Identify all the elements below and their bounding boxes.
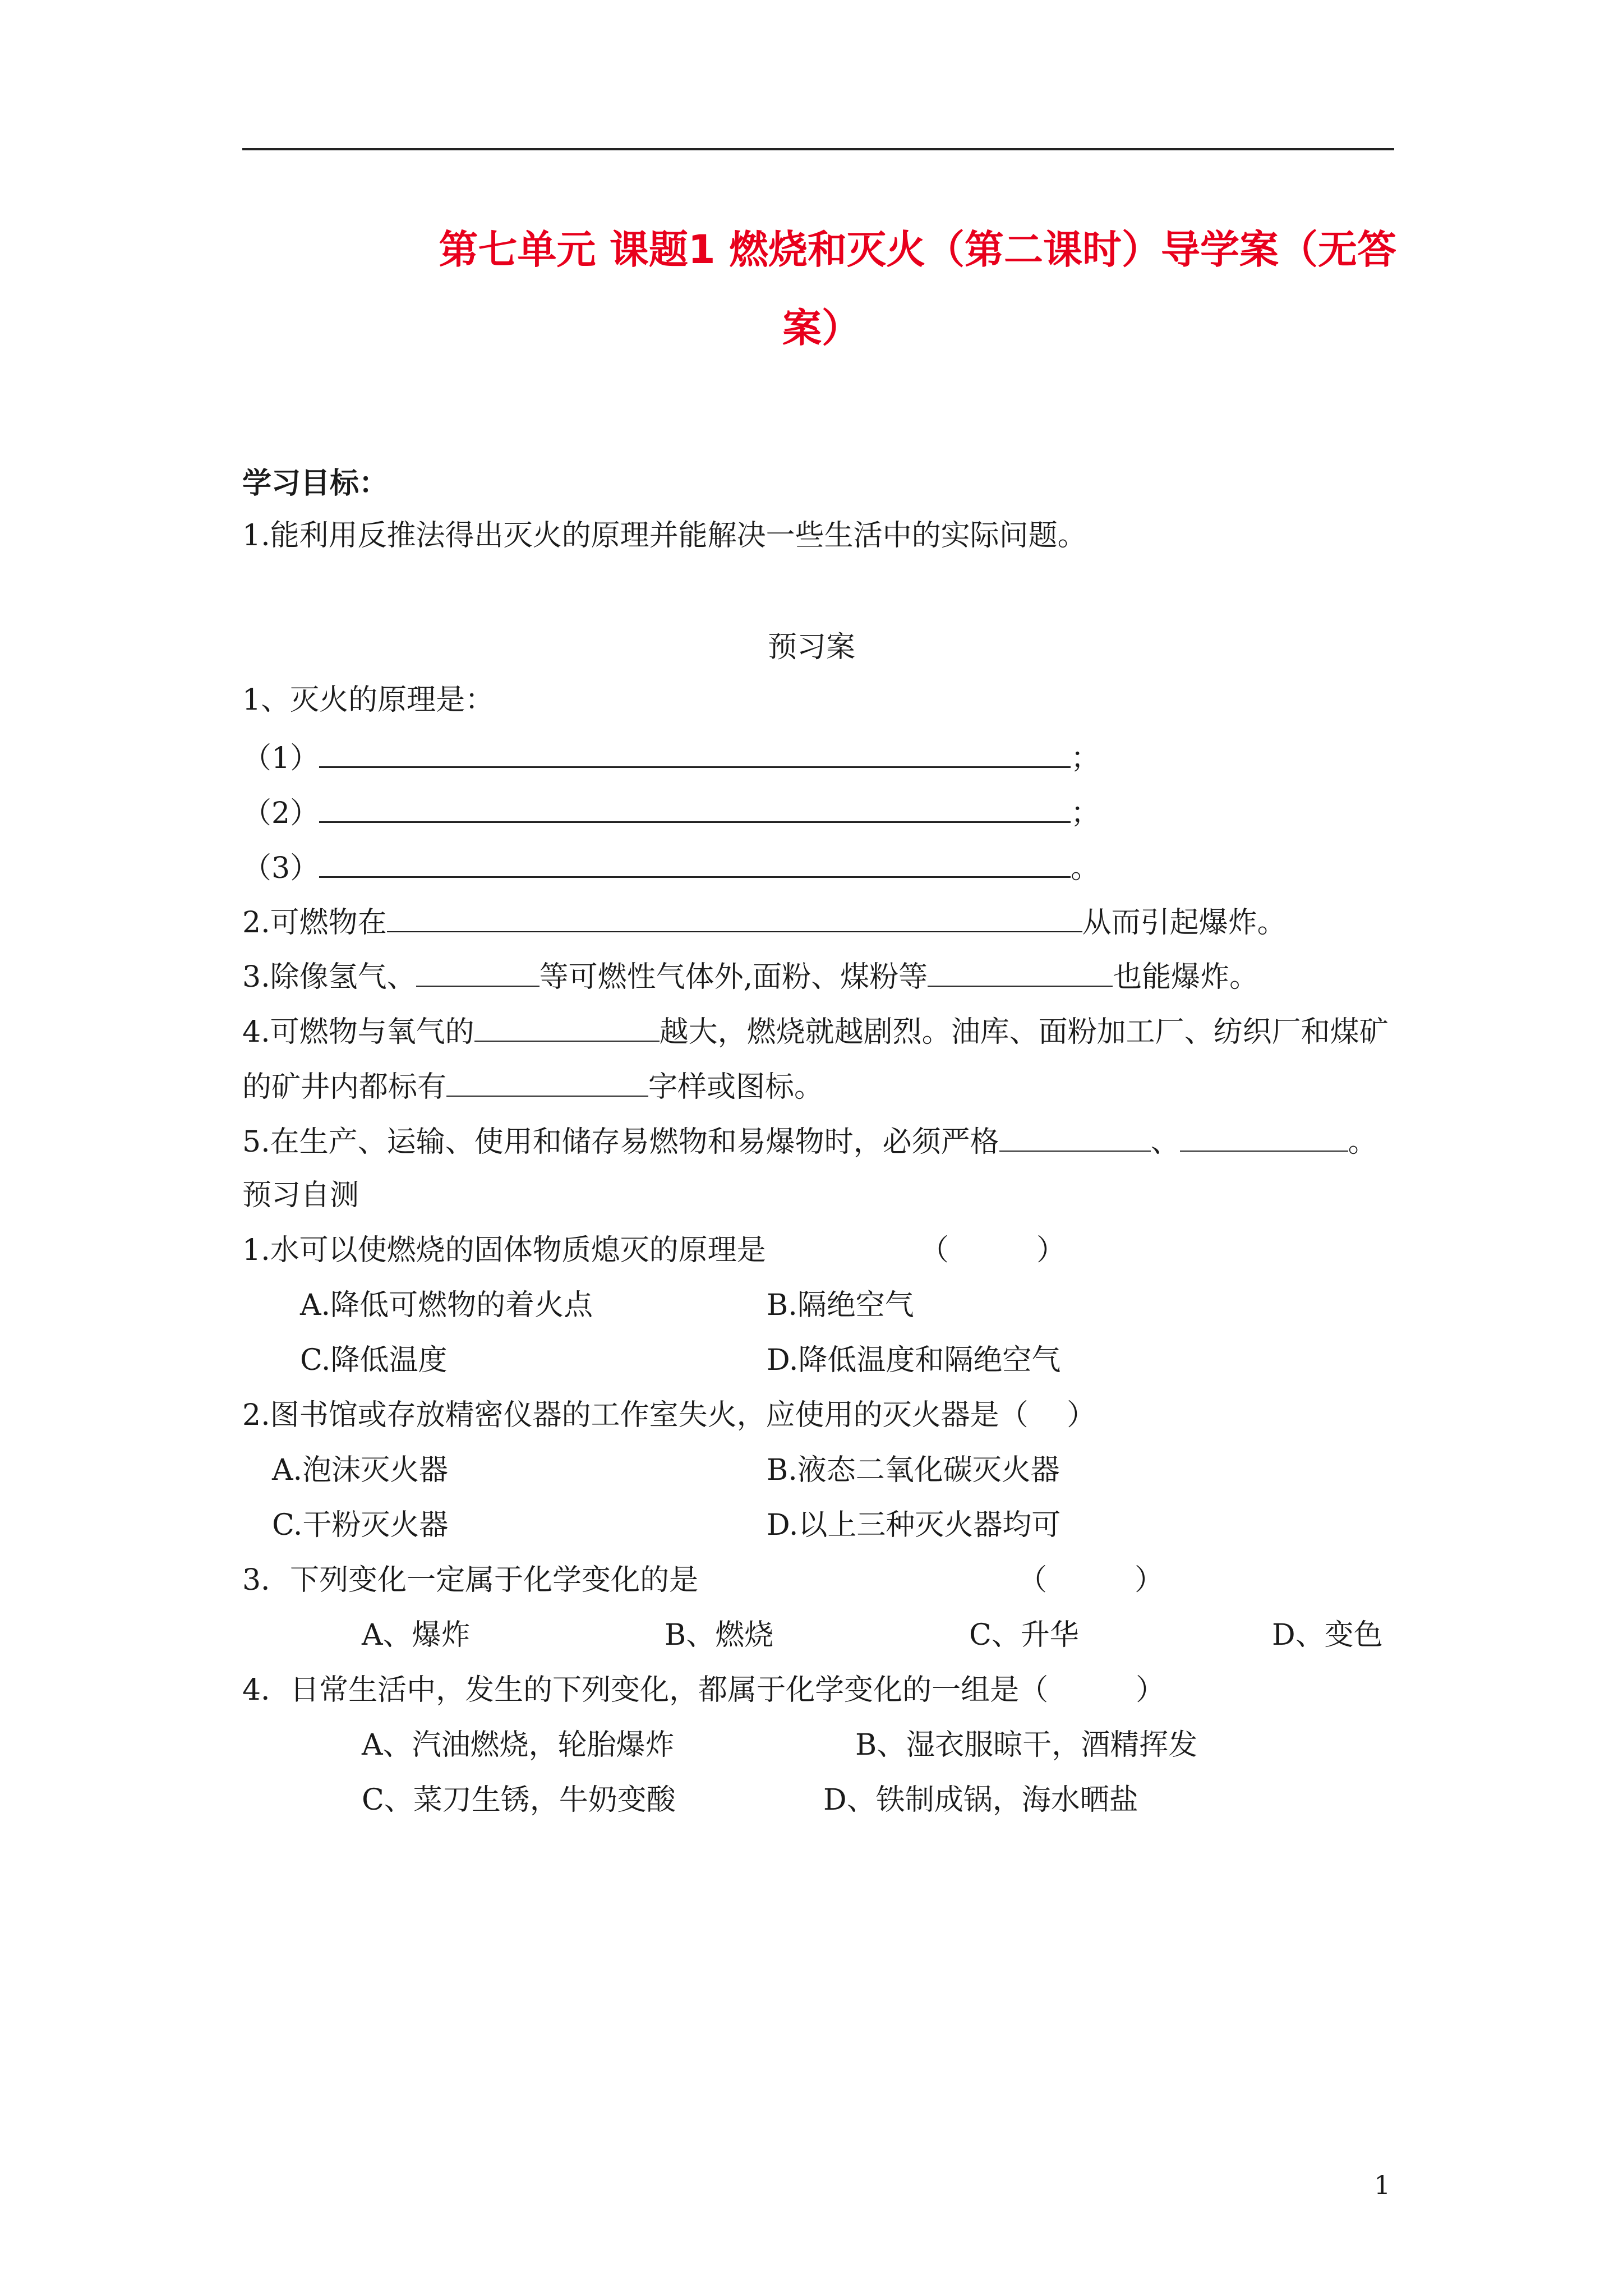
- page-number: 1: [1374, 2170, 1391, 2200]
- text: 从而引起爆炸。: [1082, 906, 1287, 940]
- preview-q3: [242, 961, 1258, 992]
- selftest-q1-option-a[interactable]: A.降低可燃物的着火点: [300, 1289, 593, 1322]
- selftest-q3: 3．下列变化一定属于化学变化的是: [242, 1563, 699, 1597]
- label: （2）: [242, 797, 320, 830]
- selftest-q3-option-c[interactable]: C、升华: [969, 1618, 1079, 1652]
- punct: ；: [1071, 742, 1100, 775]
- selftest-q1-option-d[interactable]: D.降低温度和隔绝空气: [767, 1343, 1061, 1377]
- preview-q1-blank-1: [242, 742, 1100, 773]
- selftest-q2-option-d[interactable]: D.以上三种灭火器均可: [767, 1508, 1061, 1542]
- text: 2.可燃物在: [242, 906, 387, 940]
- selftest-q2: 2.图书馆或存放精密仪器的工作室失火，应使用的灭火器是（ ）: [242, 1398, 1096, 1432]
- selftest-q3-option-b[interactable]: B、燃烧: [665, 1618, 774, 1652]
- preview-q4-cont: [242, 1071, 823, 1102]
- selftest-q1-answer-paren[interactable]: （ ）: [920, 1234, 1066, 1267]
- selftest-q1-option-c[interactable]: C.降低温度: [300, 1343, 448, 1377]
- selftest-q4-option-d[interactable]: D、铁制成锅，海水晒盐: [823, 1783, 1138, 1817]
- preview-q4: [242, 1016, 1389, 1047]
- text: 5.在生产、运输、使用和储存易燃物和易爆物时，必须严格: [242, 1125, 999, 1159]
- selftest-q4-option-c[interactable]: C、菜刀生锈，牛奶变酸: [362, 1783, 676, 1817]
- punct: ；: [1071, 797, 1100, 830]
- answer-blank[interactable]: [319, 852, 1071, 878]
- preview-q1-blank-2: [242, 797, 1100, 828]
- preview-heading: 预习案: [767, 631, 855, 664]
- doc-title-line2: 案）: [782, 305, 861, 351]
- selftest-q4: 4．日常生活中，发生的下列变化，都属于化学变化的一组是（ ）: [242, 1673, 1165, 1707]
- selftest-q4-option-b[interactable]: B、湿衣服晾干，酒精挥发: [855, 1728, 1198, 1762]
- text: 的矿井内都标有: [242, 1070, 447, 1104]
- punct: 。: [1071, 852, 1100, 885]
- text: 4.可燃物与氧气的: [242, 1015, 474, 1049]
- answer-blank[interactable]: [416, 961, 540, 987]
- answer-blank[interactable]: [1180, 1126, 1348, 1152]
- selftest-q1: 1.水可以使燃烧的固体物质熄灭的原理是: [242, 1234, 766, 1267]
- answer-blank[interactable]: [446, 1071, 648, 1097]
- preview-q2: [242, 906, 1287, 940]
- text: 、: [1150, 1125, 1180, 1159]
- text: 越大，燃烧就越剧烈。油库、面粉加工厂、纺织厂和煤矿: [659, 1015, 1389, 1049]
- label: （3）: [242, 852, 320, 885]
- header-rule: [242, 148, 1394, 150]
- answer-blank[interactable]: [319, 742, 1071, 768]
- selftest-q3-option-a[interactable]: A、爆炸: [362, 1618, 471, 1652]
- answer-blank[interactable]: [387, 907, 1082, 932]
- objectives-heading: 学习目标：: [242, 467, 389, 500]
- selftest-q2-option-b[interactable]: B.液态二氧化碳灭火器: [767, 1453, 1060, 1487]
- text: 3.除像氢气、: [242, 960, 416, 994]
- selftest-q2-option-c[interactable]: C.干粉灭火器: [272, 1508, 449, 1542]
- text: 。: [1348, 1125, 1377, 1159]
- text: 字样或图标。: [648, 1070, 824, 1104]
- objective-item-1: 1.能利用反推法得出灭火的原理并能解决一些生活中的实际问题。: [242, 519, 1087, 553]
- text: 等可燃性气体外,面粉、煤粉等: [539, 960, 928, 994]
- selftest-q4-option-a[interactable]: A、汽油燃烧，轮胎爆炸: [362, 1728, 675, 1762]
- selftest-q3-answer-paren[interactable]: （ ）: [1018, 1563, 1164, 1597]
- answer-blank[interactable]: [999, 1126, 1151, 1152]
- answer-blank[interactable]: [319, 797, 1071, 823]
- doc-title-line1: 第七单元 课题1 燃烧和灭火（第二课时）导学案（无答: [439, 227, 1396, 273]
- preview-q1: 1、灭火的原理是：: [242, 683, 495, 717]
- selftest-heading: 预习自测: [242, 1179, 359, 1212]
- preview-q1-blank-3: [242, 852, 1100, 883]
- preview-q5: [242, 1126, 1377, 1157]
- selftest-q3-option-d[interactable]: D、变色: [1272, 1618, 1383, 1652]
- text: 也能爆炸。: [1113, 960, 1259, 994]
- answer-blank[interactable]: [928, 961, 1113, 987]
- label: （1）: [242, 742, 320, 775]
- selftest-q1-option-b[interactable]: B.隔绝空气: [767, 1289, 914, 1322]
- selftest-q2-option-a[interactable]: A.泡沫灭火器: [272, 1453, 449, 1487]
- answer-blank[interactable]: [474, 1016, 660, 1042]
